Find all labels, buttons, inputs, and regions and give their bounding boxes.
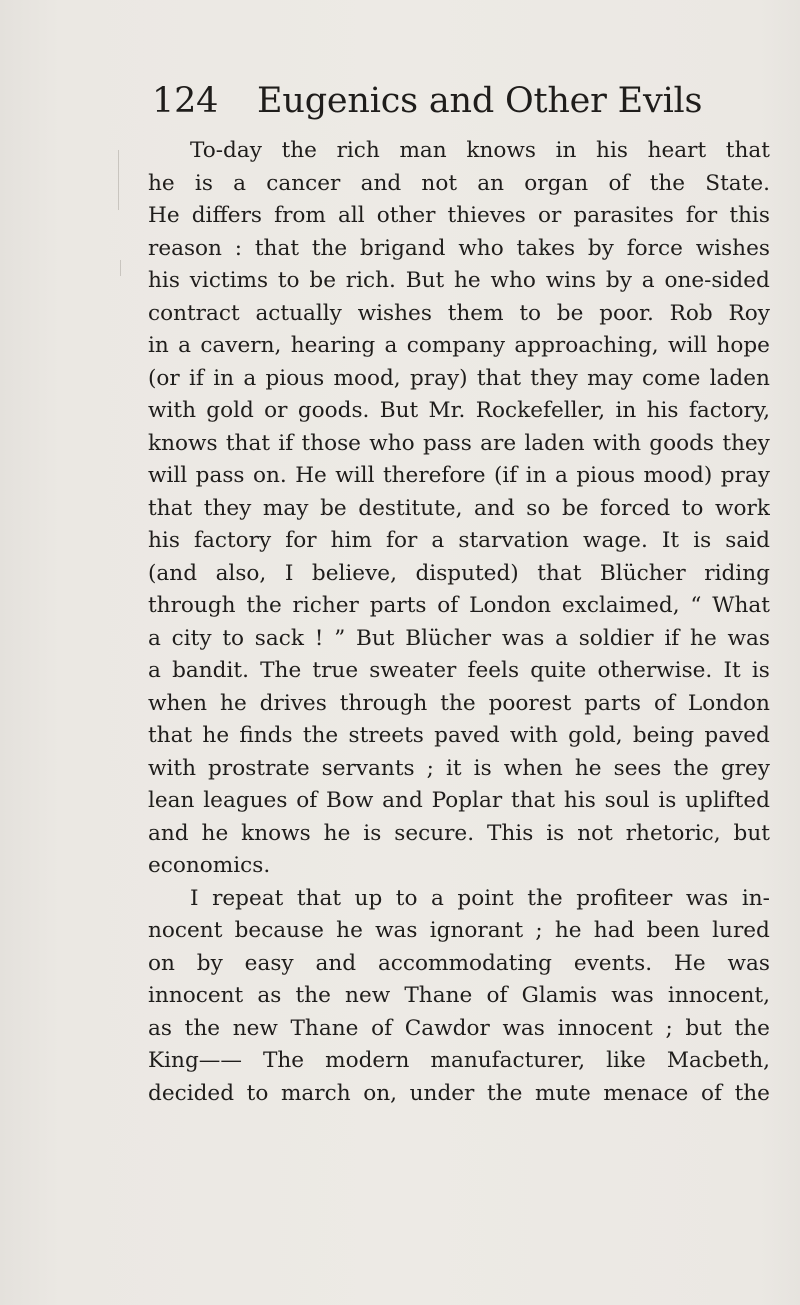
text-line: (and also, I believe, disputed) that Blücher riding (148, 560, 770, 586)
text-line: a bandit. The true sweater feels quite otherwise. It is (148, 658, 770, 683)
running-header (152, 76, 712, 126)
text-line: with gold or goods. But Mr. Rockefeller, in his factory, (148, 398, 770, 423)
text-line: King—— The modern manufacturer, like Macbeth, (148, 1048, 770, 1073)
text-line: reason : that the brigand who takes by force wishes (148, 235, 770, 261)
text-line: when he drives through the poorest parts of London (148, 690, 770, 716)
page-number: 124 (152, 81, 219, 121)
text-line: in a cavern, hearing a company approaching, will hope (148, 333, 770, 358)
text-line: that he finds the streets paved with gold, being paved (148, 723, 770, 748)
text-line: as the new Thane of Cawdor was innocent ; but the (148, 1015, 770, 1041)
text-line: To-day the rich man knows in his heart that (190, 138, 770, 163)
text-line: (or if in a pious mood, pray) that they may come laden (148, 365, 770, 391)
text-line: He differs from all other thieves or parasites for this (148, 203, 770, 228)
gutter-shadow-line (120, 260, 121, 276)
text-line: on by easy and accommodating events. He was (148, 950, 770, 976)
body-text (148, 135, 770, 1110)
text-line: economics. (148, 853, 271, 878)
text-line: with prostrate servants ; it is when he sees the grey (148, 755, 770, 781)
text-line: decided to march on, under the mute menace of the (148, 1080, 770, 1106)
text-line: lean leagues of Bow and Poplar that his soul is uplifted (148, 788, 770, 813)
text-line: innocent as the new Thane of Glamis was innocent, (148, 983, 770, 1008)
running-title: Eugenics and Other Evils (257, 81, 703, 121)
gutter-shadow-line (118, 150, 119, 210)
text-line: will pass on. He will therefore (if in a pious mood) pray (148, 463, 770, 488)
text-line: I repeat that up to a point the profiteer was in- (190, 885, 770, 911)
text-line: and he knows he is secure. This is not rhetoric, but (148, 820, 770, 846)
text-line: he is a cancer and not an organ of the State. (148, 170, 770, 196)
text-line: through the richer parts of London exclaimed, “ What (148, 593, 770, 618)
text-line: contract actually wishes them to be poor. Rob Roy (148, 300, 770, 326)
text-line: his factory for him for a starvation wage. It is said (148, 528, 770, 553)
text-line: knows that if those who pass are laden with goods they (148, 430, 770, 456)
text-line: his victims to be rich. But he who wins by a one-sided (148, 268, 770, 293)
text-line: a city to sack ! ” But Blücher was a soldier if he was (148, 625, 770, 651)
text-line: that they may be destitute, and so be forced to work (148, 495, 770, 521)
text-line: nocent because he was ignorant ; he had been lured (148, 918, 770, 943)
